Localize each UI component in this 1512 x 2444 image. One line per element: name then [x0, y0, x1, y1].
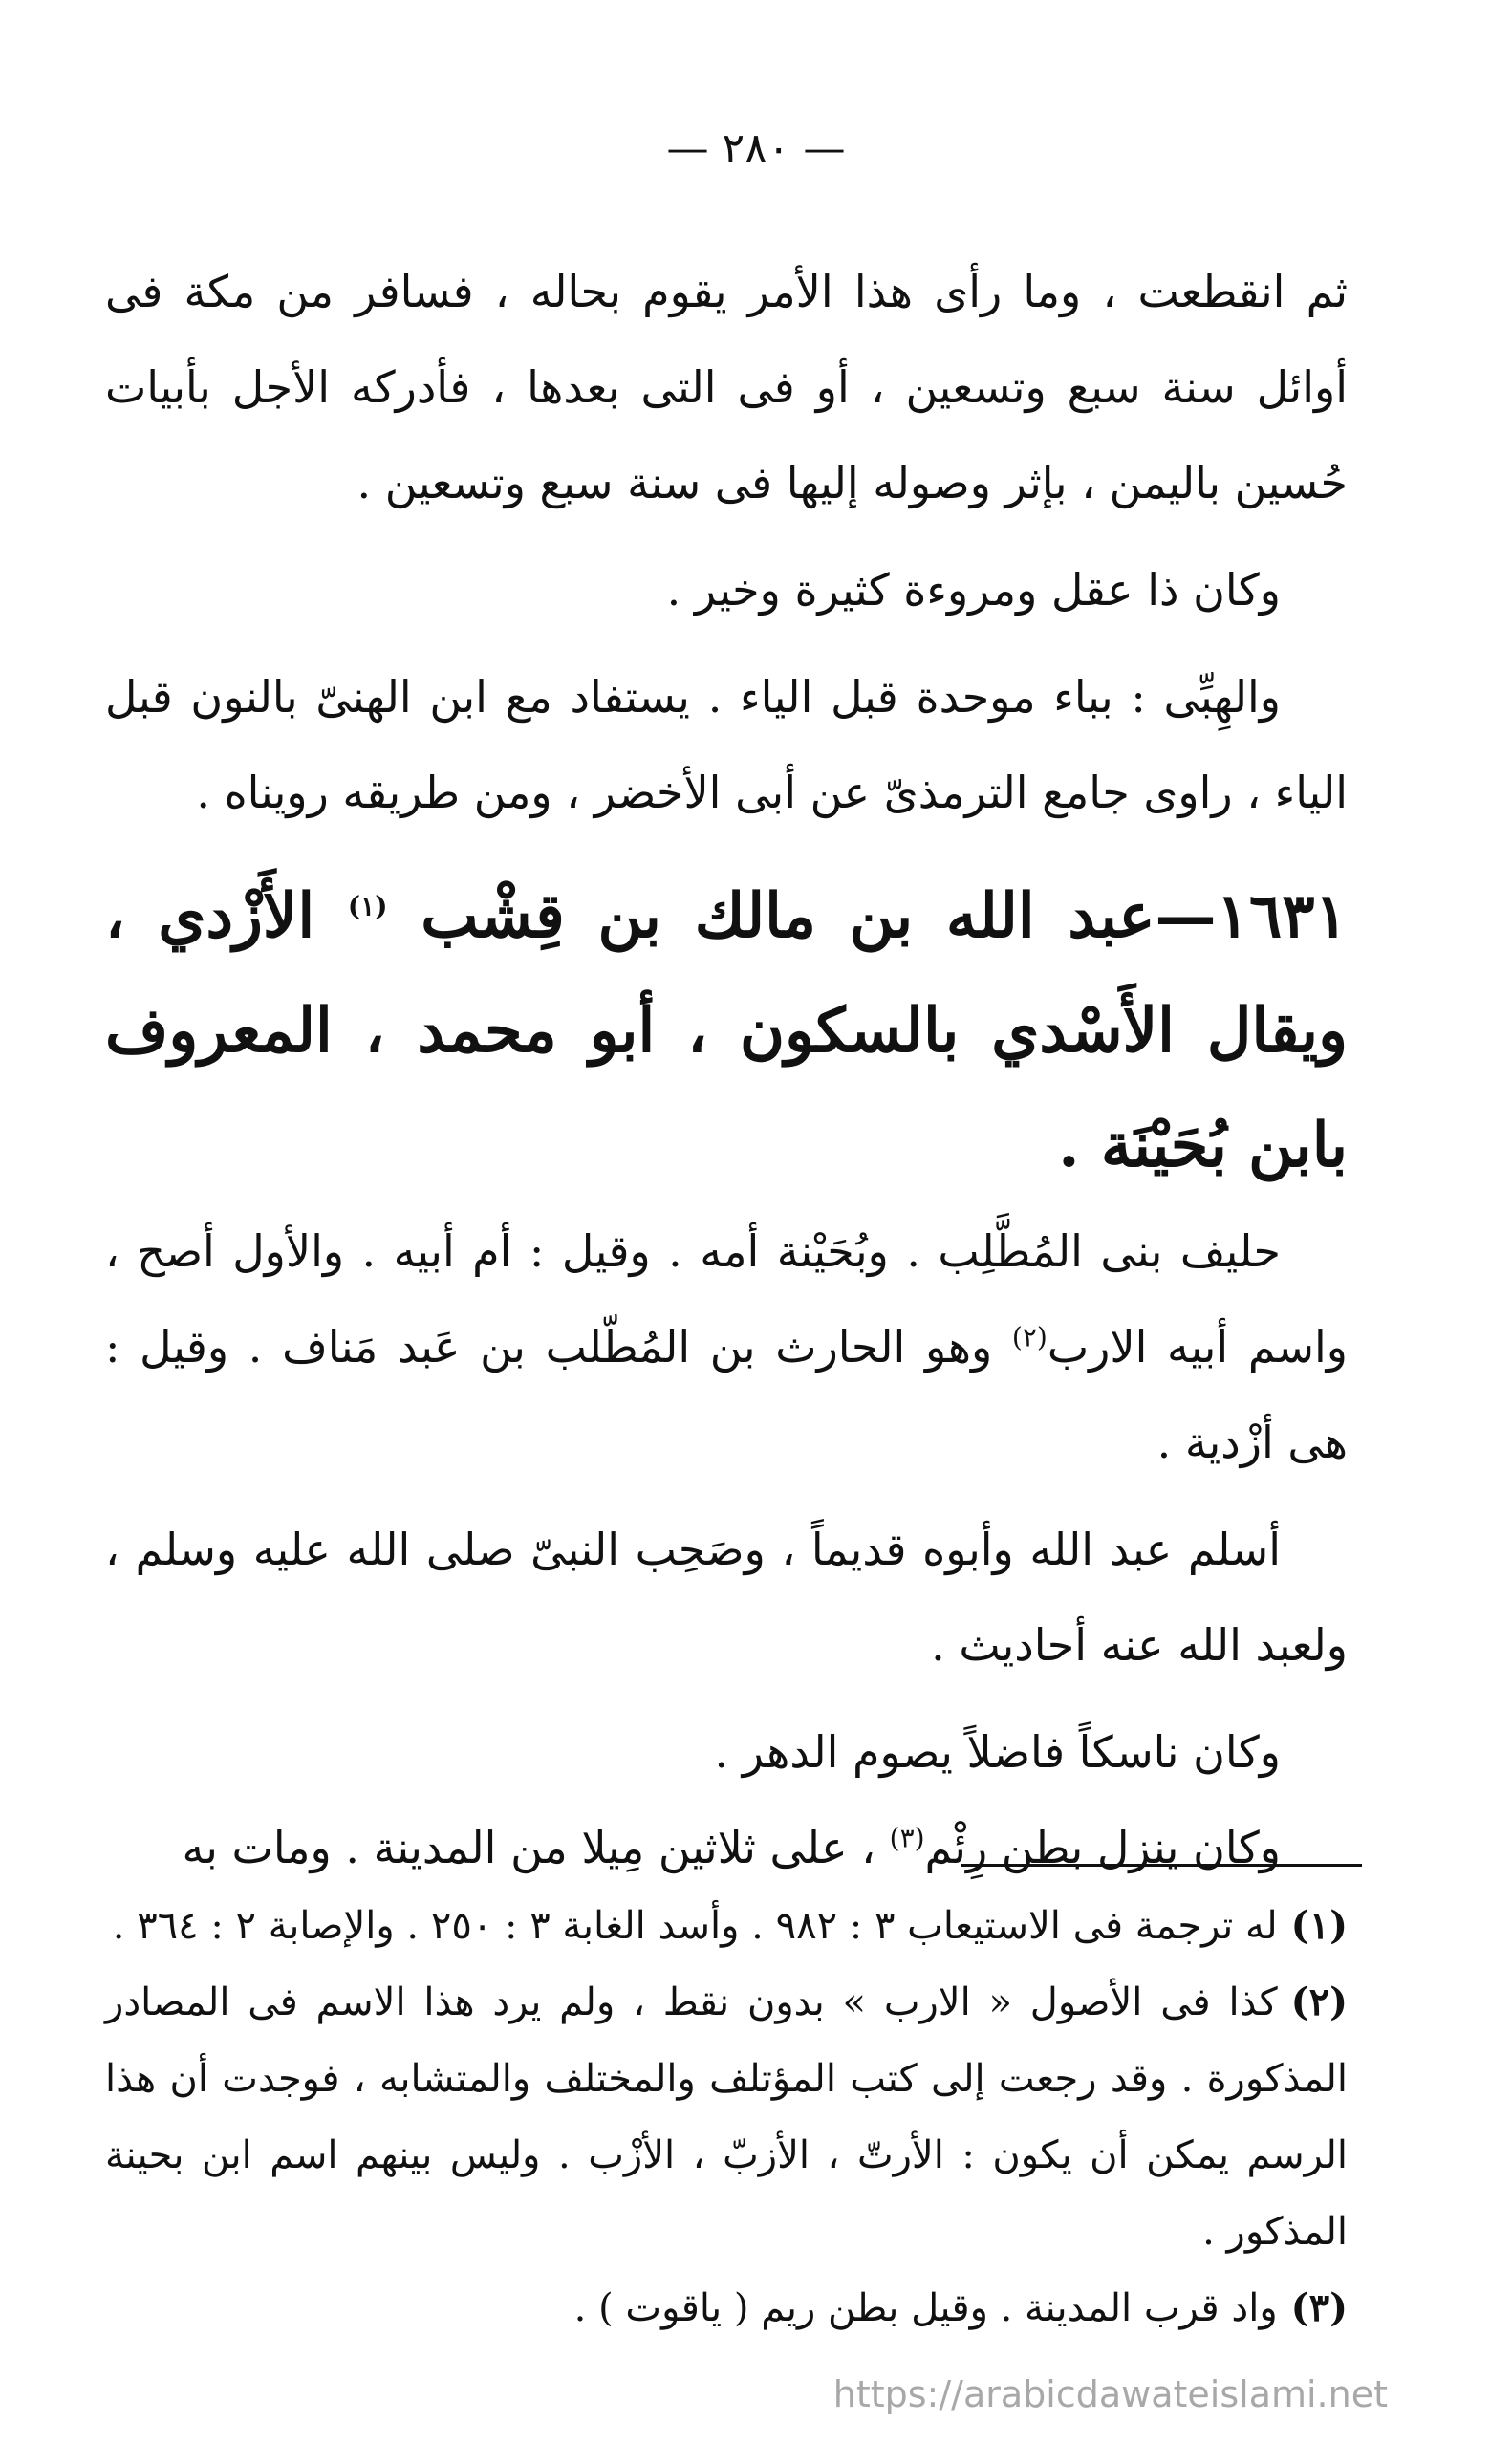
footnote	[105, 2270, 1348, 2347]
footnote-ref: (١)	[347, 890, 388, 922]
footnote	[105, 1888, 1348, 1964]
entry-name: —عبد الله بن مالك بن قِشْب	[421, 880, 1217, 952]
paragraph: وكان ناسكاً فاضلاً يصوم الدهر .	[714, 1726, 1281, 1778]
paragraph: أسلم عبد الله وأبوه قديماً ، وصَحِب النبىّ صلى الله عليه وسلم ، ولعبد الله عنه أحاديث .	[105, 1524, 1348, 1671]
footnote-text: واد قرب المدينة . وقيل بطن ريم ( ياقوت ) .	[573, 2286, 1278, 2330]
paragraph: ثم انقطعت ، وما رأى هذا الأمر يقوم بحاله ، فسافر من مكة فى أوائل سنة سبع وتسعين ، أو فى التى بعدها ، فأدركه الأجل بأبيات حُسين باليمن ، بإثر وصوله إليها فى سنة سبع وتسعين .	[105, 266, 1348, 508]
page-number: — ٢٨٠ —	[666, 124, 846, 173]
paragraph: وكان ينزل بطن رِئْم$^{(٣)}$ ، على ثلاثين مِيلا من المدينة . ومات به	[182, 1822, 1281, 1873]
paragraph: حليف بنى المُطَّلِب . وبُحَيْنة أمه . وقيل : أم أبيه . والأول أصح ، واسم أبيه الارب$^{(٢)}$ وهو الحارث بن المُطّلب بن عَبد مَناف . وقيل : هى أزْدية .	[105, 1225, 1349, 1468]
footnotes	[105, 1888, 1348, 2347]
paragraph: وكان ذا عقل ومروءة كثيرة وخير .	[666, 564, 1281, 616]
footnote-number: (٣)	[1290, 2285, 1348, 2330]
footnote-ref: (٣)	[889, 1822, 925, 1854]
footnote-number: (١)	[1290, 1903, 1348, 1948]
paragraph: والهِبِّى : بباء موحدة قبل الياء . يستفاد مع ابن الهنىّ بالنون قبل الياء ، راوى جامع الترمذىّ عن أبى الأخضر ، ومن طريقه رويناه .	[105, 671, 1348, 818]
footnote-text: كذا فى الأصول « الارب » بدون نقط ، ولم يرد هذا الاسم فى المصادر المذكورة . وقد رجعت إلى كتب المؤتلف والمختلف والمتشابه ، فوجدت أن هذا الرسم يمكن أن يكون : الأرتّ ، الأزبّ ، الأزْب . وليس بينهم اسم ابن بحينة المذكور .	[105, 1980, 1348, 2254]
entry-number: ١٦٣١	[1216, 880, 1349, 952]
main-text	[105, 244, 1348, 1895]
footnote-text: له ترجمة فى الاستيعاب ٣ : ٩٨٢ . وأسد الغابة ٣ : ٢٥٠ . والإصابة ٢ : ٣٦٤ .	[112, 1904, 1278, 1948]
entry-heading	[105, 859, 1348, 1203]
footnote-number: (٢)	[1290, 1979, 1348, 2024]
entry-name-cont: الأَزْدي ، ويقال الأَسْدي بالسكون ، أبو محمد ، المعروف بابن بُحَيْنَة .	[105, 880, 1348, 1181]
watermark-url: https://arabicdawateislami.net	[832, 2373, 1388, 2415]
footnote-ref: (٢)	[1011, 1321, 1048, 1353]
footnote-separator	[961, 1864, 1362, 1867]
footnote	[105, 1964, 1348, 2270]
